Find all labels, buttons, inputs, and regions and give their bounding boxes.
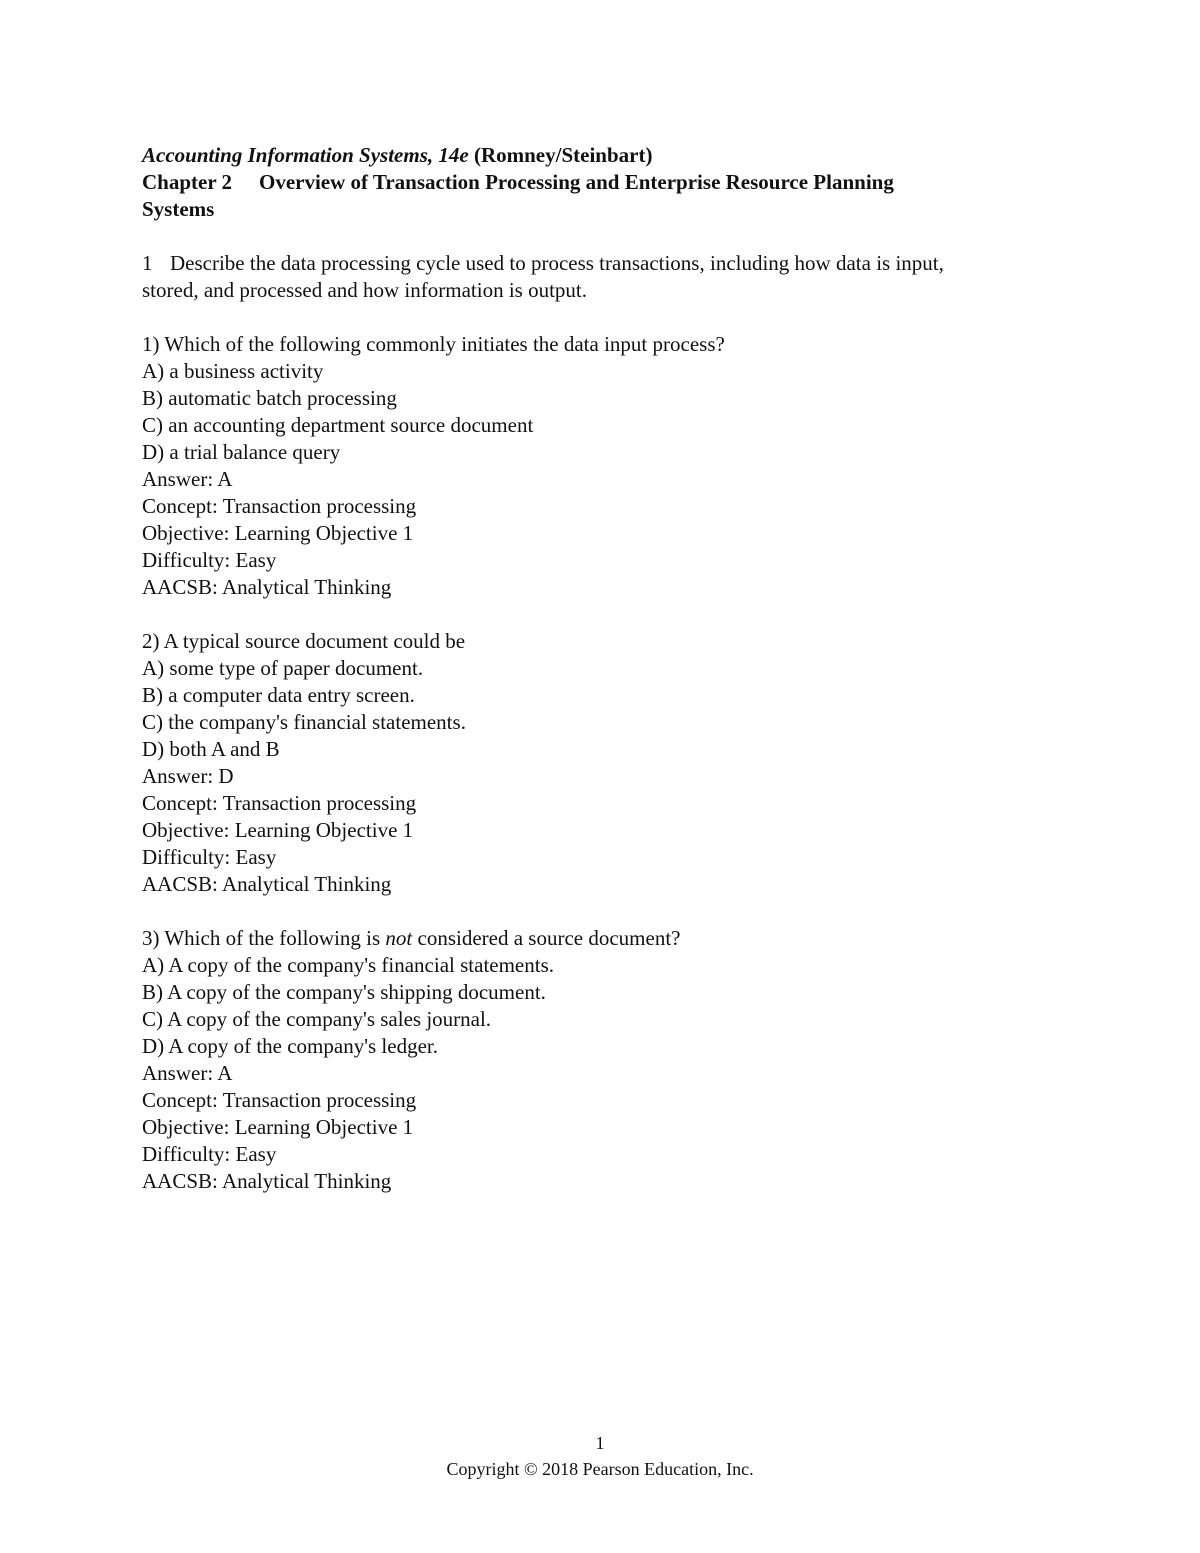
- option-c: C) the company's financial statements.: [142, 710, 466, 734]
- book-title: Accounting Information Systems, 14e: [142, 143, 469, 167]
- option-d: D) both A and B: [142, 737, 280, 761]
- book-heading: [142, 142, 1022, 169]
- aacsb-line: AACSB: Analytical Thinking: [142, 1169, 392, 1193]
- option-b: B) automatic batch processing: [142, 386, 397, 410]
- difficulty-line: Difficulty: Easy: [142, 548, 277, 572]
- option-a: A) some type of paper document.: [142, 656, 424, 680]
- option-d: D) a trial balance query: [142, 440, 341, 464]
- learning-objective-line2: stored, and processed and how information is output.: [142, 278, 587, 302]
- question-stem: 1) Which of the following commonly initiates the data input process?: [142, 332, 725, 356]
- learning-objective: [142, 250, 1022, 304]
- difficulty-line: Difficulty: Easy: [142, 845, 277, 869]
- option-a: A) A copy of the company's financial statements.: [142, 953, 555, 977]
- objective-line: Objective: Learning Objective 1: [142, 818, 414, 842]
- aacsb-line: AACSB: Analytical Thinking: [142, 872, 392, 896]
- concept-line: Concept: Transaction processing: [142, 494, 417, 518]
- learning-objective-text: Describe the data processing cycle used to process transactions, including how data is input,: [170, 251, 944, 275]
- option-c: C) an accounting department source document: [142, 413, 534, 437]
- option-a: A) a business activity: [142, 359, 324, 383]
- learning-objective-number: 1: [142, 251, 153, 275]
- book-authors: (Romney/Steinbart): [468, 143, 653, 167]
- concept-line: Concept: Transaction processing: [142, 791, 417, 815]
- concept-line: Concept: Transaction processing: [142, 1088, 417, 1112]
- answer-line: Answer: D: [142, 764, 234, 788]
- option-b: B) A copy of the company's shipping document.: [142, 980, 546, 1004]
- page-content: [142, 142, 1022, 1195]
- question-stem-end: considered a source document?: [412, 926, 681, 950]
- difficulty-line: Difficulty: Easy: [142, 1142, 277, 1166]
- question-stem: 2) A typical source document could be: [142, 629, 466, 653]
- page-number: 1: [595, 1433, 605, 1453]
- question-2: [142, 628, 1022, 898]
- question-stem: [142, 925, 1022, 952]
- objective-line: Objective: Learning Objective 1: [142, 521, 414, 545]
- question-stem-emphasis: not: [385, 926, 413, 950]
- option-d: D) A copy of the company's ledger.: [142, 1034, 438, 1058]
- chapter-heading: [142, 169, 1022, 196]
- answer-line: Answer: A: [142, 1061, 233, 1085]
- chapter-title-continued: Systems: [142, 197, 215, 221]
- option-c: C) A copy of the company's sales journal.: [142, 1007, 492, 1031]
- option-b: B) a computer data entry screen.: [142, 683, 415, 707]
- learning-objective-line1: [142, 250, 1022, 277]
- question-stem-start: 3) Which of the following is: [142, 926, 386, 950]
- objective-line: Objective: Learning Objective 1: [142, 1115, 414, 1139]
- answer-line: Answer: A: [142, 467, 233, 491]
- copyright-notice: Copyright © 2018 Pearson Education, Inc.: [446, 1459, 754, 1479]
- question-3: [142, 925, 1022, 1195]
- chapter-label: Chapter 2: [142, 170, 233, 194]
- aacsb-line: AACSB: Analytical Thinking: [142, 575, 392, 599]
- question-1: [142, 331, 1022, 601]
- chapter-title: Overview of Transaction Processing and Enterprise Resource Planning: [259, 170, 894, 194]
